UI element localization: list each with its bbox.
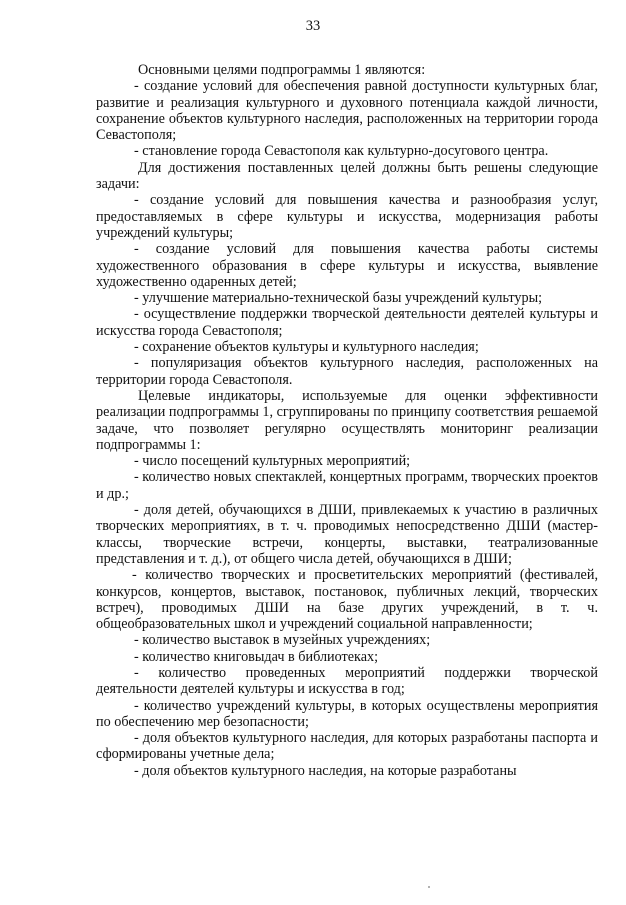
paragraph-task-5: - сохранение объектов культуры и культурного наследия; [134,339,479,356]
paragraph-indicator-5: - количество выставок в музейных учреждениях; [134,632,431,649]
paragraph-goals-intro: Основными целями подпрограммы 1 являются: [138,62,426,78]
paragraph-indicator-8: - количество учреждений культуры, в которых осуществлены мероприятия по обеспечению мер безопасности; [96,697,598,730]
paragraph-indicator-3: - доля детей, обучающихся в ДШИ, привлекаемых к участию в различных творческих мероприятиях, в т. ч. проводимых непосредственно ДШИ (мастер-классы, творческие встречи, концерты, выставки, театрализованные представления и т. д.), от общего числа детей, обучающихся в ДШИ; [96,502,598,567]
paragraph-indicator-6: - количество книговыдач в библиотеках; [134,648,379,665]
page-number: 33 [305,18,321,34]
paragraph-task-6: - популяризация объектов культурного наследия, расположенных на территории города Севастополя. [96,355,598,388]
paragraph-indicator-2: - количество новых спектаклей, концертных программ, творческих проектов и др.; [96,469,598,502]
paragraph-indicator-4: - количество творческих и просветительских мероприятий (фестивалей, конкурсов, концертов, выставок, постановок, публичных лекций, творческих встреч), проводимых ДШИ на базе других учреждений, в т. ч. общеобразовательных школ и учреждений социальной направленности; [96,567,598,633]
paragraph-indicator-10: - доля объектов культурного наследия, на которые разработаны [134,762,517,779]
document-body [96,62,598,779]
paragraph-indicator-7: - количество проведенных мероприятий поддержки творческой деятельности деятелей культуры и искусства в год; [96,664,598,698]
paragraph-task-3: - улучшение материально-технической базы учреждений культуры; [134,290,543,307]
paragraph-task-4: - осуществление поддержки творческой деятельности деятелей культуры и искусства города Севастополя; [96,306,598,339]
paragraph-tasks-intro: Для достижения поставленных целей должны быть решены следующие задачи: [96,159,598,193]
paragraph-task-1: - создание условий для повышения качества и разнообразия услуг, предоставляемых в сфере культуры и искусства, модернизация работы учреждений культуры; [96,192,598,241]
paragraph-goal-1: - создание условий для обеспечения равной доступности культурных благ, развитие и реализация культурного и духовного потенциала каждой личности, сохранение объектов культурного наследия, расположенных на территории города Севастополя; [96,78,598,144]
paragraph-task-2: - создание условий для повышения качества работы системы художественного образования в сфере культуры и искусства, выявление художественно одаренных детей; [96,241,598,290]
paragraph-indicator-9: - доля объектов культурного наследия, для которых разработаны паспорта и сформированы учетные дела; [96,730,598,763]
paragraph-indicator-1: - число посещений культурных мероприятий; [134,453,411,470]
scan-mark [428,886,430,888]
paragraph-indicators-intro: Целевые индикаторы, используемые для оценки эффективности реализации подпрограммы 1, сгруппированы по принципу соответствия решаемой задаче, что позволяет регулярно осуществлять мониторинг реализации подпрограммы 1: [96,387,598,453]
paragraph-goal-2: - становление города Севастополя как культурно-досугового центра. [134,143,549,160]
